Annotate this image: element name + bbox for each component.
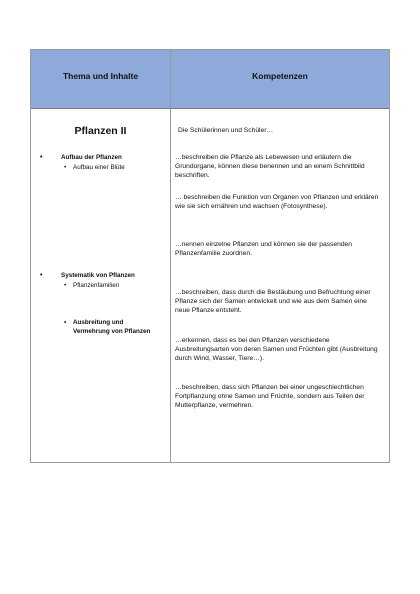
subtopic-item-bluete: [64, 163, 125, 173]
subtopic-item-label-line2: Vermehrung von Pflanzen: [73, 327, 151, 335]
table-header: [31, 50, 389, 109]
topic-title: Pflanzen II: [74, 125, 127, 137]
competences-column: [175, 109, 385, 462]
bullet-circle-icon: •: [64, 318, 67, 326]
subtopic-item-label: Pflanzenfamilien: [73, 282, 120, 289]
competence-intro: Die Schülerinnen und Schüler…: [178, 127, 274, 134]
subtopic-item-ausbreitung: [64, 318, 151, 336]
subtopic-item-familien: [64, 281, 120, 291]
curriculum-table: [30, 49, 390, 463]
competence-item-2: … beschreiben die Funktion von Organen von Pflanzen und erklären wie sie sich ernähren und wachsen (Fotosynthese).: [175, 194, 379, 211]
competence-item-3: …nennen einzelne Pflanzen und können sie der passenden Pflanzenfamilie zuordnen.: [175, 241, 352, 258]
subtopic-item-label: Aufbau einer Blüte: [73, 164, 125, 171]
topic-item-aufbau: [40, 154, 122, 163]
bullet-dot-icon: •: [40, 272, 43, 279]
competence-item-5: …erkennen, dass es bei den Pflanzen verschiedene Ausbreitungsarten von deren Samen und Früchten gibt (Ausbreitung durch Wind, Wasser, Tiere…).: [175, 337, 378, 363]
bullet-circle-icon: •: [64, 163, 67, 171]
bullet-dot-icon: •: [40, 154, 43, 161]
topic-item-label: Systematik von Pflanzen: [61, 272, 135, 279]
topic-item-label: Aufbau der Pflanzen: [61, 154, 122, 161]
competence-item-6: …beschreiben, dass sich Pflanzen bei einer ungeschlechtlichen Fortpflanzung ohne Samen und Früchte, sondern aus Teilen der Mutterpflanze, vermehren.: [175, 384, 365, 410]
header-competences: Kompetenzen: [252, 71, 308, 81]
subtopic-item-label-line1: Ausbreitung und: [73, 319, 124, 326]
column-divider: [170, 50, 171, 462]
topic-item-systematik: [40, 272, 135, 281]
header-topics: Thema und Inhalte: [62, 71, 139, 81]
topics-column: [31, 109, 170, 462]
competence-item-4: …beschreiben, dass durch die Bestäubung und Befruchtung einer Pflanze sich der Samen entwickelt und wie aus dem Samen eine neue Pflanze entsteht.: [175, 289, 371, 315]
bullet-circle-icon: •: [64, 281, 67, 289]
competence-item-1: …beschreiben die Pflanze als Lebewesen und erläutern die Grundorgane, können diese benennen und an einem Schnittbild beschriften.: [175, 154, 365, 180]
